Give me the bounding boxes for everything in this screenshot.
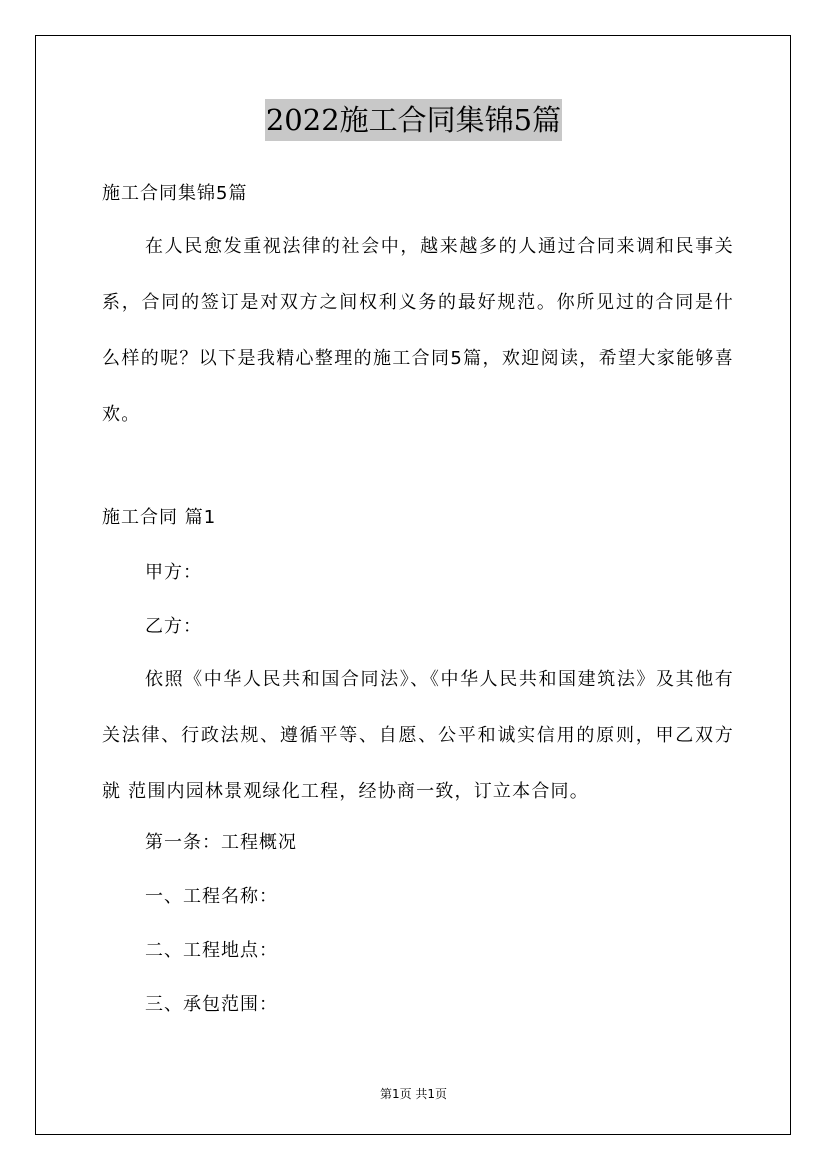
document-subtitle: 施工合同集锦5篇 [102,183,248,204]
intro-paragraph: 在人民愈发重视法律的社会中，越来越多的人通过合同来调和民事关系，合同的签订是对双方之间权利义务的最好规范。你所见过的合同是什么样的呢？以下是我精心整理的施工合同5篇，欢迎阅读，希望大家能够喜欢。 [102,236,734,425]
item-contract-scope: 三、承包范围： [145,994,278,1015]
party-a-line: 甲方： [145,562,202,583]
title-container [0,99,827,141]
article-1-heading: 第一条：工程概况 [145,832,297,853]
item-project-name: 一、工程名称： [145,886,278,907]
basis-paragraph: 依照《中华人民共和国合同法》、《中华人民共和国建筑法》及其他有关法律、行政法规、遵循平等、自愿、公平和诚实信用的原则，甲乙双方就 范围内园林景观绿化工程，经协商一致，订立本合同。 [102,669,734,802]
section-heading: 施工合同 篇1 [102,507,217,528]
item-project-location: 二、工程地点： [145,940,278,961]
document-title: 2022施工合同集锦5篇 [265,99,562,141]
party-b-line: 乙方： [145,616,202,637]
page-footer: 第1页 共1页 [379,1087,448,1101]
